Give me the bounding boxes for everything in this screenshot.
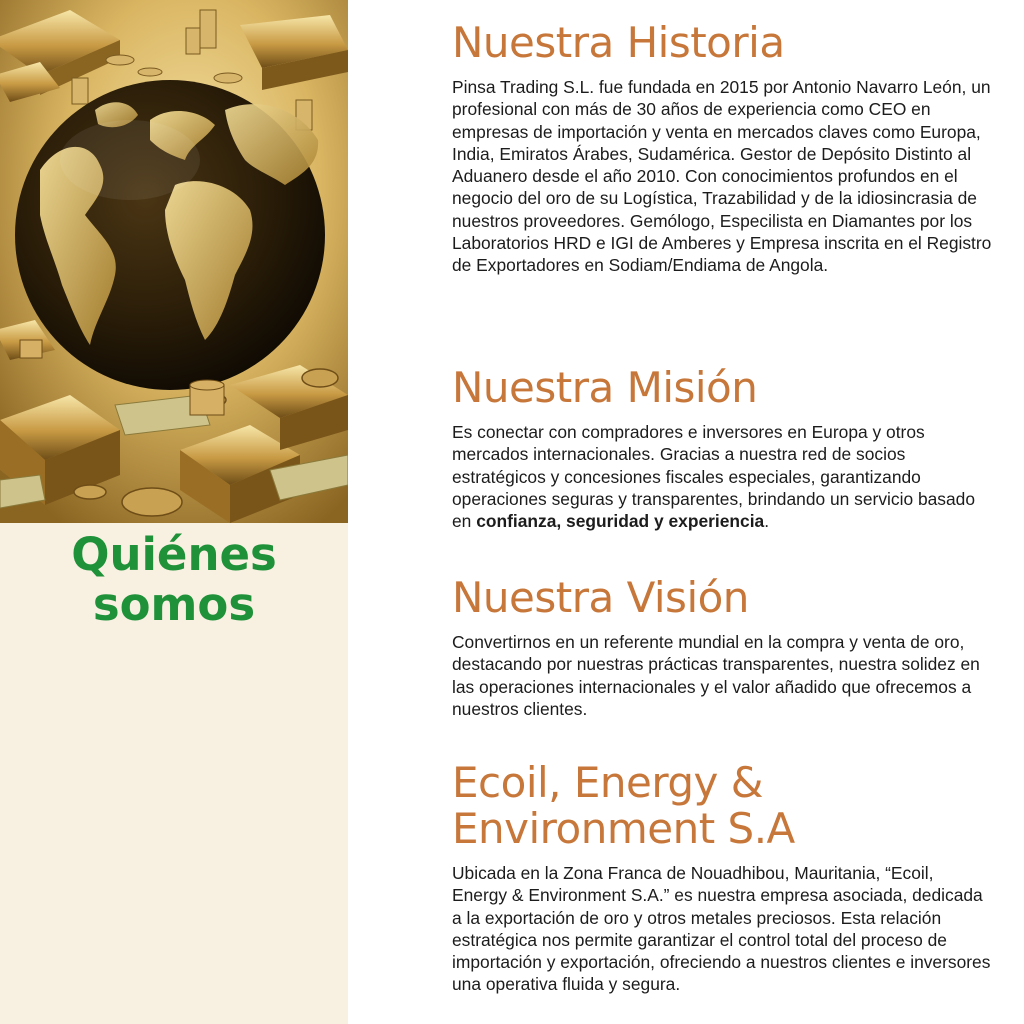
section-historia [452,20,992,277]
left-panel [0,0,348,1024]
section-body-vision: Convertirnos en un referente mundial en la compra y venta de oro, destacando por nuestras prácticas transparentes, nuestra solidez en las operaciones internacionales y el valor añadido que ofrecemos a nuestros clientes. [452,632,980,719]
ecoil-title-line1: Ecoil, Energy & [452,758,764,807]
section-title-mision: Nuestra Misión [452,363,758,412]
who-we-are-title [0,530,348,630]
globe-icon [15,80,325,390]
mision-body-end: . [764,511,770,532]
gold-globe-image [0,0,348,523]
section-mision [452,365,992,532]
section-title-historia: Nuestra Historia [452,18,785,67]
section-vision [452,575,992,720]
mision-body-start: Es conectar con compradores e inversores en Europa y otros mercados internacionales. Gracias a nuestra red de socios estratégicos y concesiones fiscales especiales, garantizando operaciones seguras y transparentes, brindando un servicio basado en [452,422,976,532]
section-title-vision: Nuestra Visión [452,573,749,622]
section-body-historia: Pinsa Trading S.L. fue fundada en 2015 por Antonio Navarro León, un profesional con más de 30 años de experiencia como CEO en empresas de importación y venta en mercados claves como Europa, India, Emiratos Árabes, Sudamérica. Gestor de Depósito Distinto al Aduanero desde el año 2010. Con conocimientos profundos en el negocio del oro de su Logística, Trazabilidad y de la idiosincrasia de nuestros proveedores. Gemólogo, Especilista en Diamantes por los Laboratorios HRD e IGI de Amberes y Empresa inscrita en el Registro de Exportadores en Sodiam/Endiama de Angola. [452,77,992,276]
ecoil-title-line2: Environment S.A [452,804,795,853]
section-title-ecoil [452,760,992,852]
mision-body-bold: confianza, seguridad y experiencia [476,511,765,532]
section-ecoil [452,760,992,996]
who-we-are-line2: somos [92,578,256,631]
section-body-mision [452,421,992,532]
gold-globe-illustration [0,0,348,523]
section-body-ecoil: Ubicada en la Zona Franca de Nouadhibou, Mauritania, “Ecoil, Energy & Environment S.A.” es nuestra empresa asociada, dedicada a la exportación de oro y otros metales preciosos. Esta relación estratégica nos permite garantizar el control total del proceso de importación y exportación, ofreciendo a nuestros clientes e inversores una operativa fluida y segura. [452,863,991,995]
who-we-are-line1: Quiénes [71,528,277,581]
